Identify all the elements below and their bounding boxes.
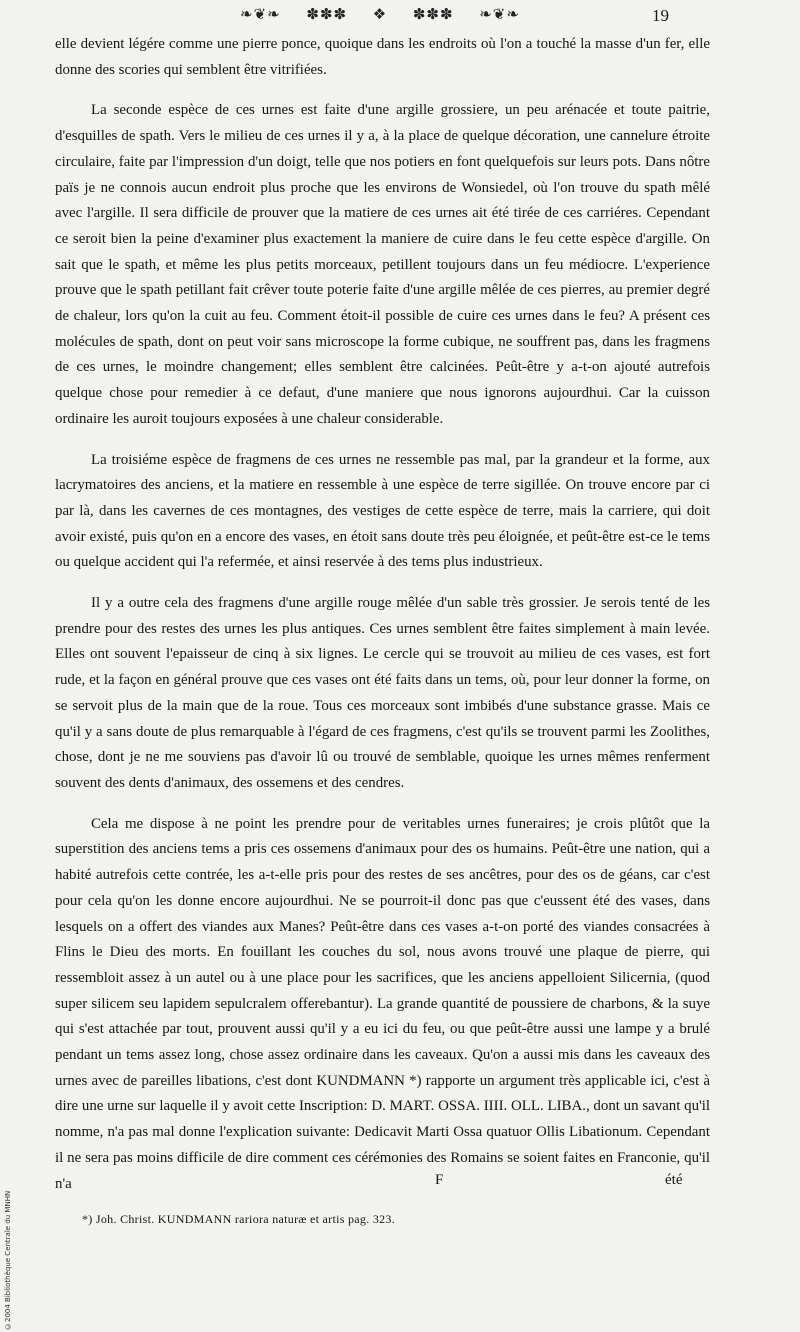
- library-stamp: ©2004 Bibliothèque Centrale du MNHN: [4, 1190, 12, 1330]
- ornament-center: ❖: [372, 5, 388, 23]
- ornament-right-mid: ✽✽✽: [412, 5, 454, 23]
- catch-line: [0, 1172, 800, 1198]
- paragraph-2: La seconde espèce de ces urnes est faite d'une argille grossiere, un peu arénacée et toute paitrie, d'esquilles de spath. Vers le milieu de ces urnes il y a, à la place de quelque décoration, une cannelure étroite circulaire, faite par l'impression d'un doigt, telle que nos potiers en font quelquefois sur leurs pots. Dans nôtre païs je ne connois aucun endroit plus proche que les environs de Wonsiedel, où l'on trouve du spath mêlé avec l'argille. Il sera difficile de prouver que la matiere de ces urnes ait été tirée de ces carriéres. Cependant ce seroit bien la peine d'examiner plus exactement la maniere de cuire dans le feu cette espèce d'argille. On sait que le spath, et même les plus petits morceaux, petillent toujours dans un feu médiocre. L'experience prouve que le spath petillant fait crêver toute poterie faite d'une argille mêlée de ces pierres, au premier degré de chaleur, lors qu'on la cuit au feu. Comment étoit-il possible de cuire ces urnes dans le feu? A présent ces molécules de spath, dont on peut voir sans microscope la forme cubique, ne souffrent pas, dans les fragmens de ces urnes, le moindre changement; elles semblent être calcinées. Peût-être y a-t-on ajouté autrefois quelque chose pour remedier à ce defaut, d'une maniere que nous ignorons aujourdhui. Car la cuisson ordinaire les auroit toujours exposées à une chaleur considerable.: [55, 102, 710, 427]
- paragraph-4: Il y a outre cela des fragmens d'une argille rouge mêlée d'un sable très grossier. Je serois tenté de les prendre pour des restes des urnes les plus antiques. Ces urnes semblent être faites simplement à main levée. Elles ont souvent l'epaisseur de cinq à six lignes. Le cercle qui se trouvoit au milieu de ces vases, est fort rude, et la façon en général prouve que ces vases ont été faits dans un tems, où, pour leur donner la forme, on se servoit plus de la main que de la roue. Tous ces morceaux sont imbibés d'une substance grasse. Mais ce qu'il y a sans doute de plus remarquable à l'égard de ces fragmens, c'est qu'ils se trouvent parmi les Zoolithes, chose, dont je ne me souviens pas d'avoir lû ou trouvé de semblable, quoique les urnes mêmes renferment souvent des dents d'animaux, des ossemens et des cendres.: [55, 595, 710, 791]
- paragraph-3: La troisiéme espèce de fragmens de ces urnes ne ressemble pas mal, par la grandeur et la forme, aux lacrymatoires des anciens, et la matiere en ressemble à une espèce de terre sigillée. On trouve encore par ci par là, dans les cavernes de ces montagnes, des vestiges de cette espèce de terre, mais la carriere, qui doit avoir existé, puis qu'on en a encore des vases, en étoit sans doute très peu éloignée, et peût-être est-ce le tems ou quelque accident qui l'a refermée, et ainsi reservée à des tems plus industrieux.: [55, 451, 710, 571]
- paragraph-1: elle devient légére comme une pierre ponce, quoique dans les endroits où l'on a touché la masse d'un fer, elle donne des scories qui semblent être vitrifiées.: [55, 36, 710, 78]
- signature-mark: F: [435, 1172, 444, 1188]
- ornament-right: ❧❦❧: [479, 5, 520, 23]
- catchword: été: [665, 1172, 683, 1188]
- paragraph-5: Cela me dispose à ne point les prendre pour de veritables urnes funeraires; je crois plûtôt que la superstition des anciens tems a pris ces ossemens d'animaux pour des os humains. Peût-être une nation, qui a habité autrefois cette contrée, les a-t-elle pris pour des restes de ses ancêtres, pour des os de géans, car c'est pour cela qu'on les donne encore aujourdhui. Ne se pourroit-il donc pas que c'eussent été des vases, dans lesquels on a offert des viandes aux Manes? Peût-être dans ces vases a-t-on porté des viandes consacrées à Flins le Dieu des morts. En fouillant les couches du sol, nous avons trouvé une plaque de pierre, qui ressembloit assez à un autel ou à une place pour les sacrifices, que les anciens appelloient Silicernia, (quod super silicem seu lapidem sepulcralem offerebantur). La grande quantité de poussiere de charbons, & la suye qui s'est attachée par tout, prouvent aussi qu'il y a eu ici du feu, ou que peût-être aussi une lampe y a brulé pendant un tems assez long, chose assez ordinaire dans les caveaux. Qu'on a aussi mis dans les caveaux des urnes avec de pareilles libations, c'est dont KUNDMANN *) rapporte un argument très applicable ici, c'est à dire une urne sur laquelle il y avoit cette Inscription: D. MART. OSSA. IIII. OLL. LIBA., dont un savant qu'il nomme, n'a pas mal donne l'explication suivante: Dedicavit Marti Ossa quatuor Ollis Libationum. Cependant il ne sera pas moins difficile de dire comment ces cérémonies des Romains se soient faites en Franconie, qu'il n'a: [55, 815, 710, 1192]
- header-ornament: [240, 4, 520, 24]
- ornament-left: ❧❦❧: [240, 5, 281, 23]
- page-number: 19: [652, 6, 669, 25]
- footnote: *) Joh. Christ. KUNDMANN rariora naturæ et artis pag. 323.: [82, 1212, 396, 1226]
- ornament-left-mid: ✽✽✽: [306, 5, 348, 23]
- body-text: [55, 32, 710, 1212]
